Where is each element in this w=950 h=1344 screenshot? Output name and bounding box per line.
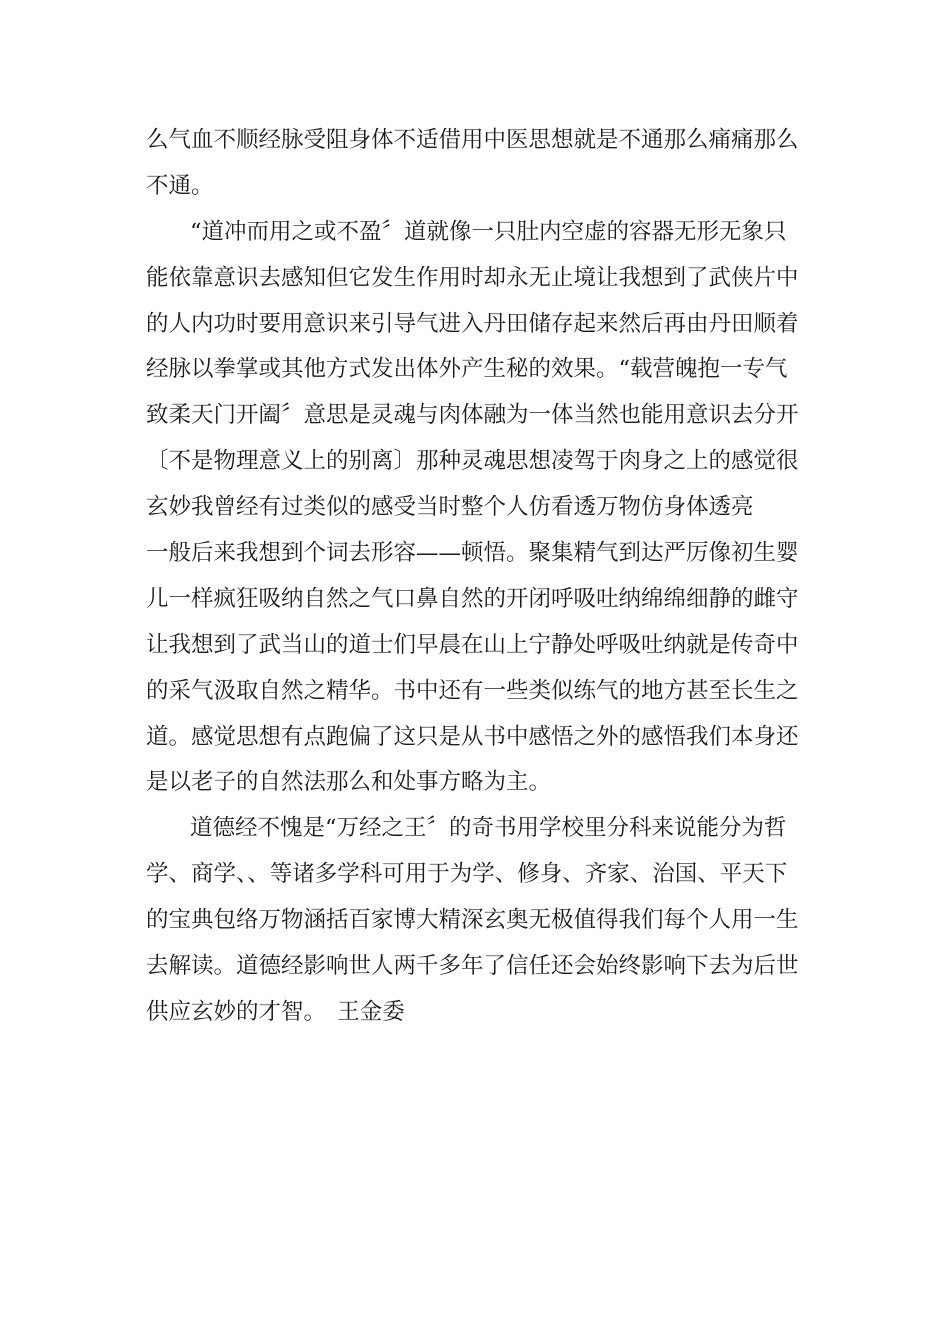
- text-line: 的采气汲取自然之精华。书中还有一些类似练气的地方甚至长生之: [146, 677, 799, 704]
- text-line: 的人内功时要用意识来引导气进入丹田储存起来然后再由丹田顺着: [146, 310, 799, 337]
- text-line: 是以老子的自然法那么和处事方略为主。: [146, 769, 552, 796]
- text-line: 儿一样疯狂吸纳自然之气口鼻自然的开闭呼吸吐纳绵绵细静的雌守: [146, 585, 799, 612]
- text-line: 能依靠意识去感知但它发生作用时却永无止境让我想到了武侠片中: [146, 264, 799, 291]
- paragraph-start-line: 道德经不愧是“万经之王〞的奇书用学校里分科来说能分为哲: [190, 815, 787, 842]
- text-line: 〔不是物理意义上的别离〕那种灵魂思想凌驾于肉身之上的感觉很: [146, 448, 799, 475]
- paragraph-start-line: “道冲而用之或不盈〞道就像一只肚内空虚的容器无形无象只: [190, 218, 787, 245]
- text-line: 不通。: [146, 172, 214, 199]
- text-line: 一般后来我想到个词去形容——顿悟。聚集精气到达严厉像初生婴: [146, 540, 799, 567]
- text-line: 让我想到了武当山的道士们早晨在山上宁静处呼吸吐纳就是传奇中: [146, 631, 799, 658]
- text-line: 么气血不顺经脉受阻身体不适借用中医思想就是不通那么痛痛那么: [146, 127, 799, 153]
- text-line: 经脉以拳掌或其他方式发出体外产生秘的效果。“载营魄抱一专气: [146, 356, 788, 383]
- text-line: 致柔天门开阖〞意思是灵魂与肉体融为一体当然也能用意识去分开: [146, 402, 799, 429]
- text-line: 去解读。道德经影响世人两千多年了信任还会始终影响下去为后世: [146, 953, 799, 980]
- text-line: 玄妙我曾经有过类似的感受当时整个人仿看透万物仿身体透亮: [146, 494, 754, 521]
- text-line: 学、商学、、等诸多学科可用于为学、修身、齐家、治国、平天下: [146, 861, 788, 888]
- text-line-signature: 供应玄妙的才智。 王金委: [146, 998, 405, 1025]
- text-line: 的宝典包络万物涵括百家博大精深玄奥无极值得我们每个人用一生: [146, 907, 799, 934]
- document-body: [146, 118, 816, 1036]
- text-line: 道。感觉思想有点跑偏了这只是从书中感悟之外的感悟我们本身还: [146, 723, 799, 750]
